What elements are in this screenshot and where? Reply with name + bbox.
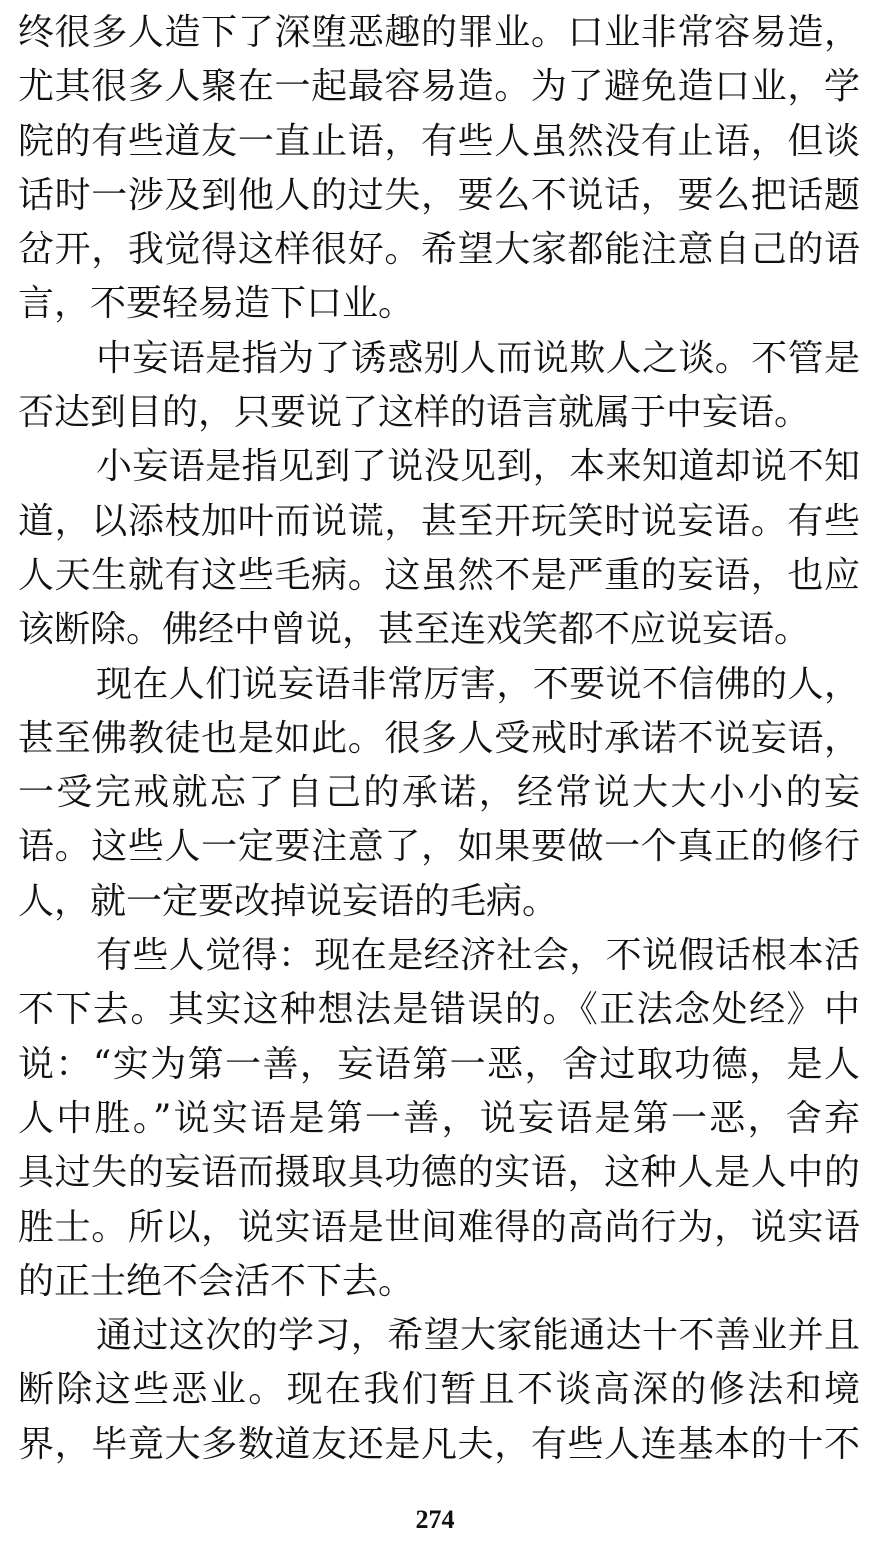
text-line: 现在人们说妄语非常厉害，不要说不信佛的人，	[96, 663, 860, 705]
text-line: 岔开，我觉得这样很好。希望大家都能注意自己的语	[18, 229, 860, 271]
text-line: 话时一涉及到他人的过失，要么不说话，要么把话题	[18, 174, 860, 216]
page-number: 274	[415, 1505, 455, 1534]
text-line: 断除这些恶业。现在我们暂且不谈高深的修法和境	[18, 1369, 860, 1411]
page-body	[18, 6, 860, 1472]
text-line: 该断除。佛经中曾说，甚至连戏笑都不应说妄语。	[18, 609, 811, 651]
text-line: 中妄语是指为了诱惑别人而说欺人之谈。不管是	[96, 337, 860, 379]
text-line: 人中胜。”说实语是第一善，说妄语是第一恶，舍弃	[18, 1097, 860, 1139]
text-line: 的正士绝不会活不下去。	[18, 1260, 415, 1302]
text-line: 尤其很多人聚在一起最容易造。为了避免造口业，学	[18, 66, 860, 108]
text-line: 甚至佛教徒也是如此。很多人受戒时承诺不说妄语，	[18, 717, 860, 759]
text-line: 终很多人造下了深堕恶趣的罪业。口业非常容易造，	[18, 12, 860, 53]
text-line: 界，毕竟大多数道友还是凡夫，有些人连基本的十不	[18, 1423, 860, 1465]
text-line: 通过这次的学习，希望大家能通达十不善业并且	[96, 1315, 860, 1357]
text-line: 不下去。其实这种想法是错误的。《正法念处经》中	[18, 989, 860, 1031]
text-line: 语。这些人一定要注意了，如果要做一个真正的修行	[18, 826, 860, 868]
text-line: 有些人觉得：现在是经济社会，不说假话根本活	[96, 935, 860, 977]
text-line: 道，以添枝加叶而说谎，甚至开玩笑时说妄语。有些	[18, 500, 860, 542]
text-line: 说：“实为第一善，妄语第一恶，舍过取功德，是人	[18, 1043, 860, 1085]
text-line: 院的有些道友一直止语，有些人虽然没有止语，但谈	[18, 120, 860, 162]
text-line: 否达到目的，只要说了这样的语言就属于中妄语。	[18, 392, 811, 434]
text-line: 小妄语是指见到了说没见到，本来知道却说不知	[96, 446, 860, 488]
text-line: 人天生就有这些毛病。这虽然不是严重的妄语，也应	[18, 554, 860, 596]
text-line: 人，就一定要改掉说妄语的毛病。	[18, 880, 559, 922]
text-line: 一受完戒就忘了自己的承诺，经常说大大小小的妄	[18, 772, 860, 814]
text-line: 具过失的妄语而摄取具功德的实语，这种人是人中的	[18, 1152, 860, 1194]
text-line: 言，不要轻易造下口业。	[18, 283, 415, 325]
text-line: 胜士。所以，说实语是世间难得的高尚行为，说实语	[18, 1206, 860, 1248]
